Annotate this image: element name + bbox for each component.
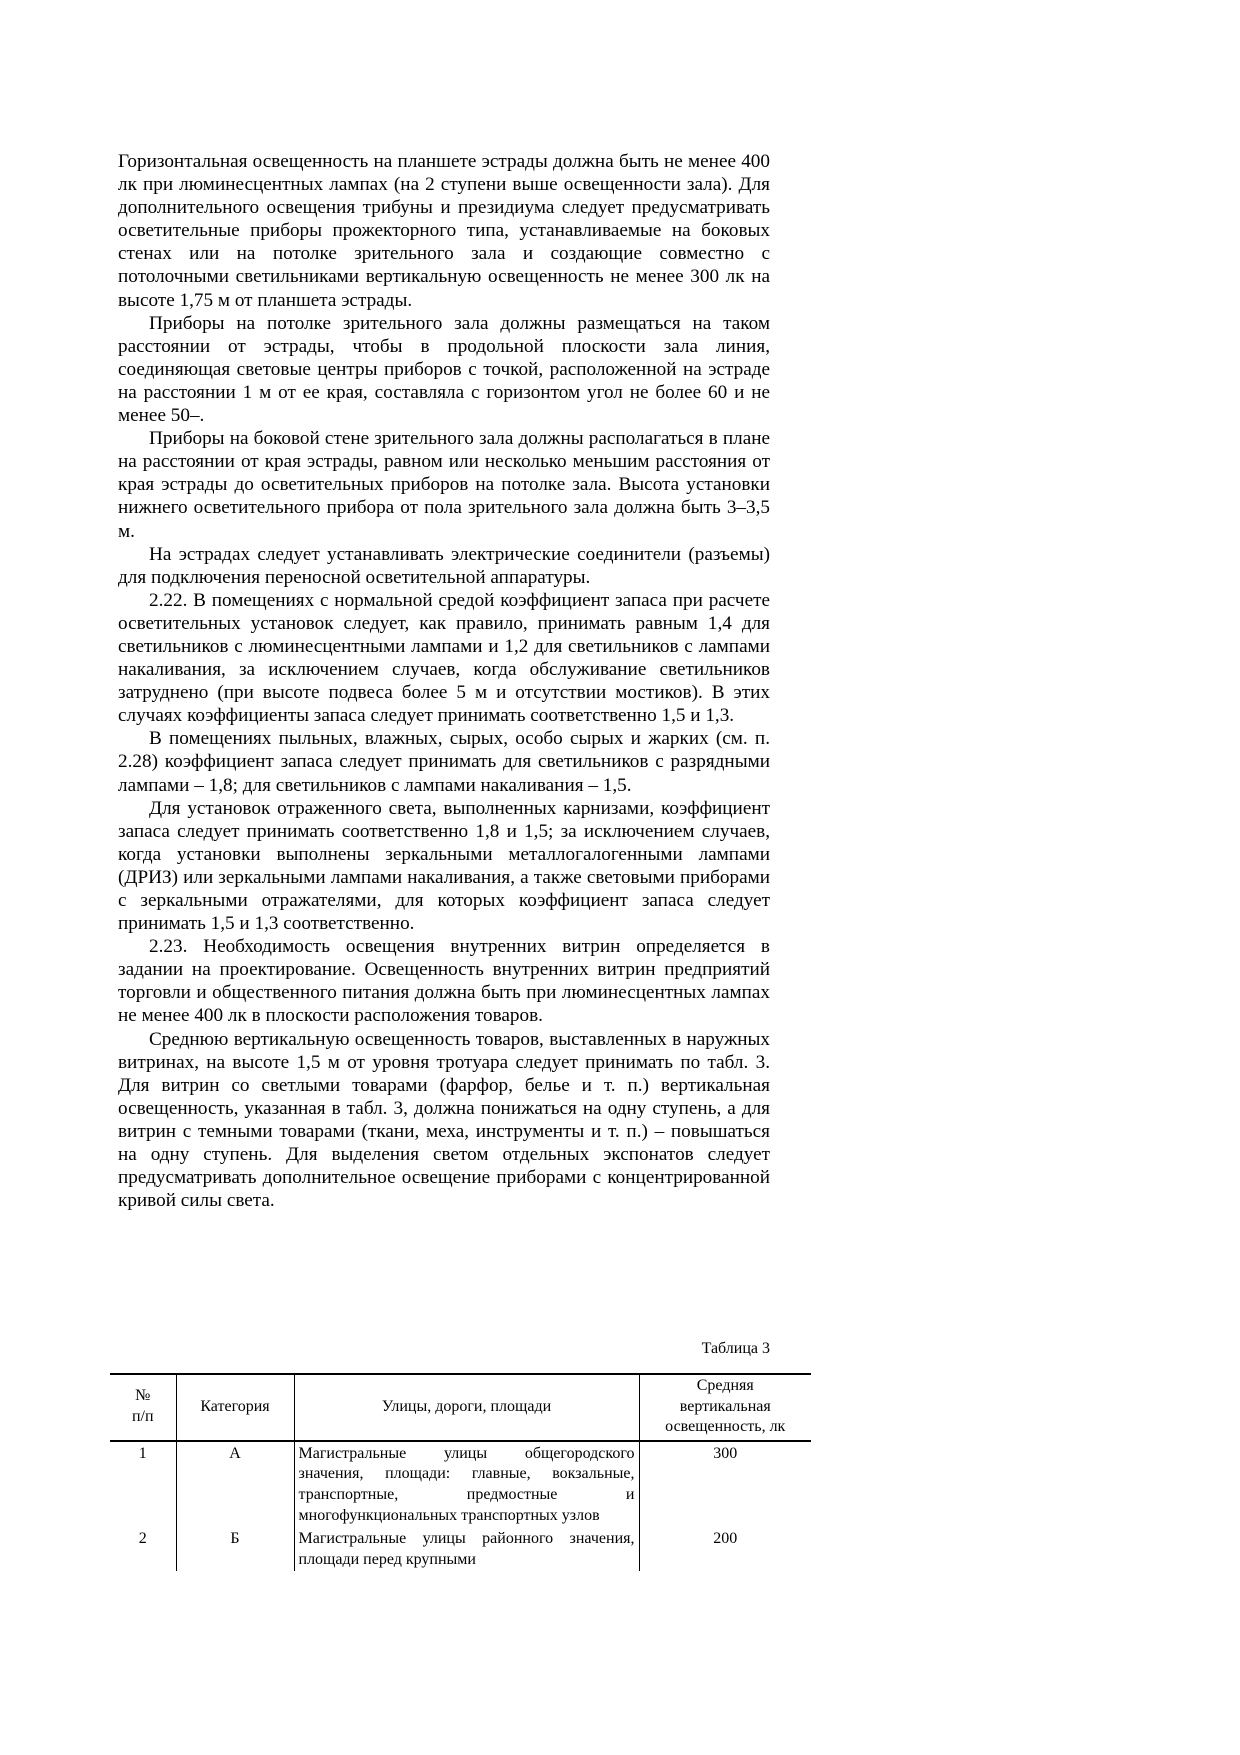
header-number-line2: п/п xyxy=(131,1407,154,1425)
header-number-line1: № xyxy=(135,1387,151,1405)
header-illuminance-line2: вертикальная xyxy=(679,1397,771,1415)
cell-illuminance: 300 xyxy=(639,1441,811,1528)
paragraph-outdoor-showcases: Среднюю вертикальную освещенность товаров, выставленных в наружных витринах, на высоте 1,5 м от уровня тротуара следует принимать по табл. 3. Для витрин со светлыми товарами (фарфор, белье и т. п.) вертикальная освещенность, указанная в табл. 3, должна понижаться на одну ступень, а для витрин с темными товарами (ткани, меха, инструменты и т. п.) – повышаться на одну ступень. Для выделения светом отдельных экспонатов следует предусматривать дополнительное освещение приборами с концентрированной кривой силы света. xyxy=(118,1028,770,1212)
paragraph-stage-illuminance: Горизонтальная освещенность на планшете эстрады должна быть не менее 400 лк при люминесцентных лампах (на 2 ступени выше освещенности зала). Для дополнительного освещения трибуны и президиума следует предусматривать осветительные приборы прожекторного типа, устанавливаемые на боковых стенах или на потолке зрительного зала и создающие совместно с потолочными светильниками вертикальную освещенность не менее 300 лк на высоте 1,75 м от планшета эстрады. xyxy=(118,151,770,311)
cell-number: 1 xyxy=(138,1444,147,1462)
cell-number: 2 xyxy=(138,1530,147,1548)
table-row xyxy=(110,1528,811,1571)
table-row xyxy=(110,1441,811,1528)
cell-streets: Магистральные улицы районного значения, площади перед крупными xyxy=(294,1528,639,1571)
paragraph-reflected-light: Для установок отраженного света, выполненных карнизами, коэффициент запаса следует принимать соответственно 1,8 и 1,5; за исключением случаев, когда установки выполнены зеркальными металлогалогенными лампами (ДРИЗ) или зеркальными лампами накаливания, а также световыми приборами с зеркальными отражателями, для которых коэффициент запаса следует принимать 1,5 и 1,3 соответственно. xyxy=(118,797,770,935)
header-category: Категория xyxy=(176,1374,294,1441)
paragraph-dusty-rooms: В помещениях пыльных, влажных, сырых, особо сырых и жарких (см. п. 2.28) коэффициент запаса следует принимать для светильников с разрядными лампами – 1,8; для светильников с лампами накаливания – 1,5. xyxy=(118,728,770,796)
paragraph-clause-2-22: 2.22. В помещениях с нормальной средой коэффициент запаса при расчете осветительных установок следует, как правило, принимать равным 1,4 для светильников с люминесцентными лампами и 1,2 для светильников с лампами накаливания, за исключением случаев, когда обслуживание светильников затруднено (при высоте подвеса более 5 м и отсутствии мостиков). В этих случаях коэффициенты запаса следует принимать соответственно 1,5 и 1,3. xyxy=(118,589,770,727)
cell-category: Б xyxy=(176,1528,294,1571)
header-illuminance-line3: освещенность, лк xyxy=(665,1418,786,1436)
header-illuminance-line1: Средняя xyxy=(696,1377,754,1394)
cell-streets: Магистральные улицы общегородского значения, площади: главные, вокзальные, транспортные, предмостные и многофункциональных транспортных узлов xyxy=(294,1441,639,1528)
paragraph-stage-connectors: На эстрадах следует устанавливать электрические соединители (разъемы) для подключения переносной осветительной аппаратуры. xyxy=(118,543,770,588)
header-illuminance xyxy=(639,1374,811,1441)
cell-illuminance: 200 xyxy=(639,1528,811,1571)
paragraph-clause-2-23: 2.23. Необходимость освещения внутренних витрин определяется в задании на проектирование. Освещенность внутренних витрин предприятий торговли и общественного питания должна быть при люминесцентных лампах не менее 400 лк в плоскости расположения товаров. xyxy=(118,936,770,1027)
header-number xyxy=(110,1374,176,1441)
table-header-row xyxy=(110,1374,811,1441)
illuminance-table xyxy=(110,1373,811,1571)
cell-category: А xyxy=(176,1441,294,1528)
body-text xyxy=(118,150,770,1212)
paragraph-side-wall-fixtures: Приборы на боковой стене зрительного зала должны располагаться в плане на расстоянии от края эстрады, равном или несколько меньшим расстояния от края эстрады до осветительных приборов на потолке зала. Высота установки нижнего осветительного прибора от пола зрительного зала должна быть 3–3,5 м. xyxy=(118,428,770,542)
table-caption: Таблица 3 xyxy=(701,1340,770,1357)
header-streets: Улицы, дороги, площади xyxy=(294,1374,639,1441)
paragraph-ceiling-fixtures: Приборы на потолке зрительного зала должны размещаться на таком расстоянии от эстрады, чтобы в продольной плоскости зала линия, соединяющая световые центры приборов с точкой, расположенной на эстраде на расстоянии 1 м от ее края, составляла с горизонтом угол не более 60 и не менее 50–. xyxy=(118,312,770,427)
